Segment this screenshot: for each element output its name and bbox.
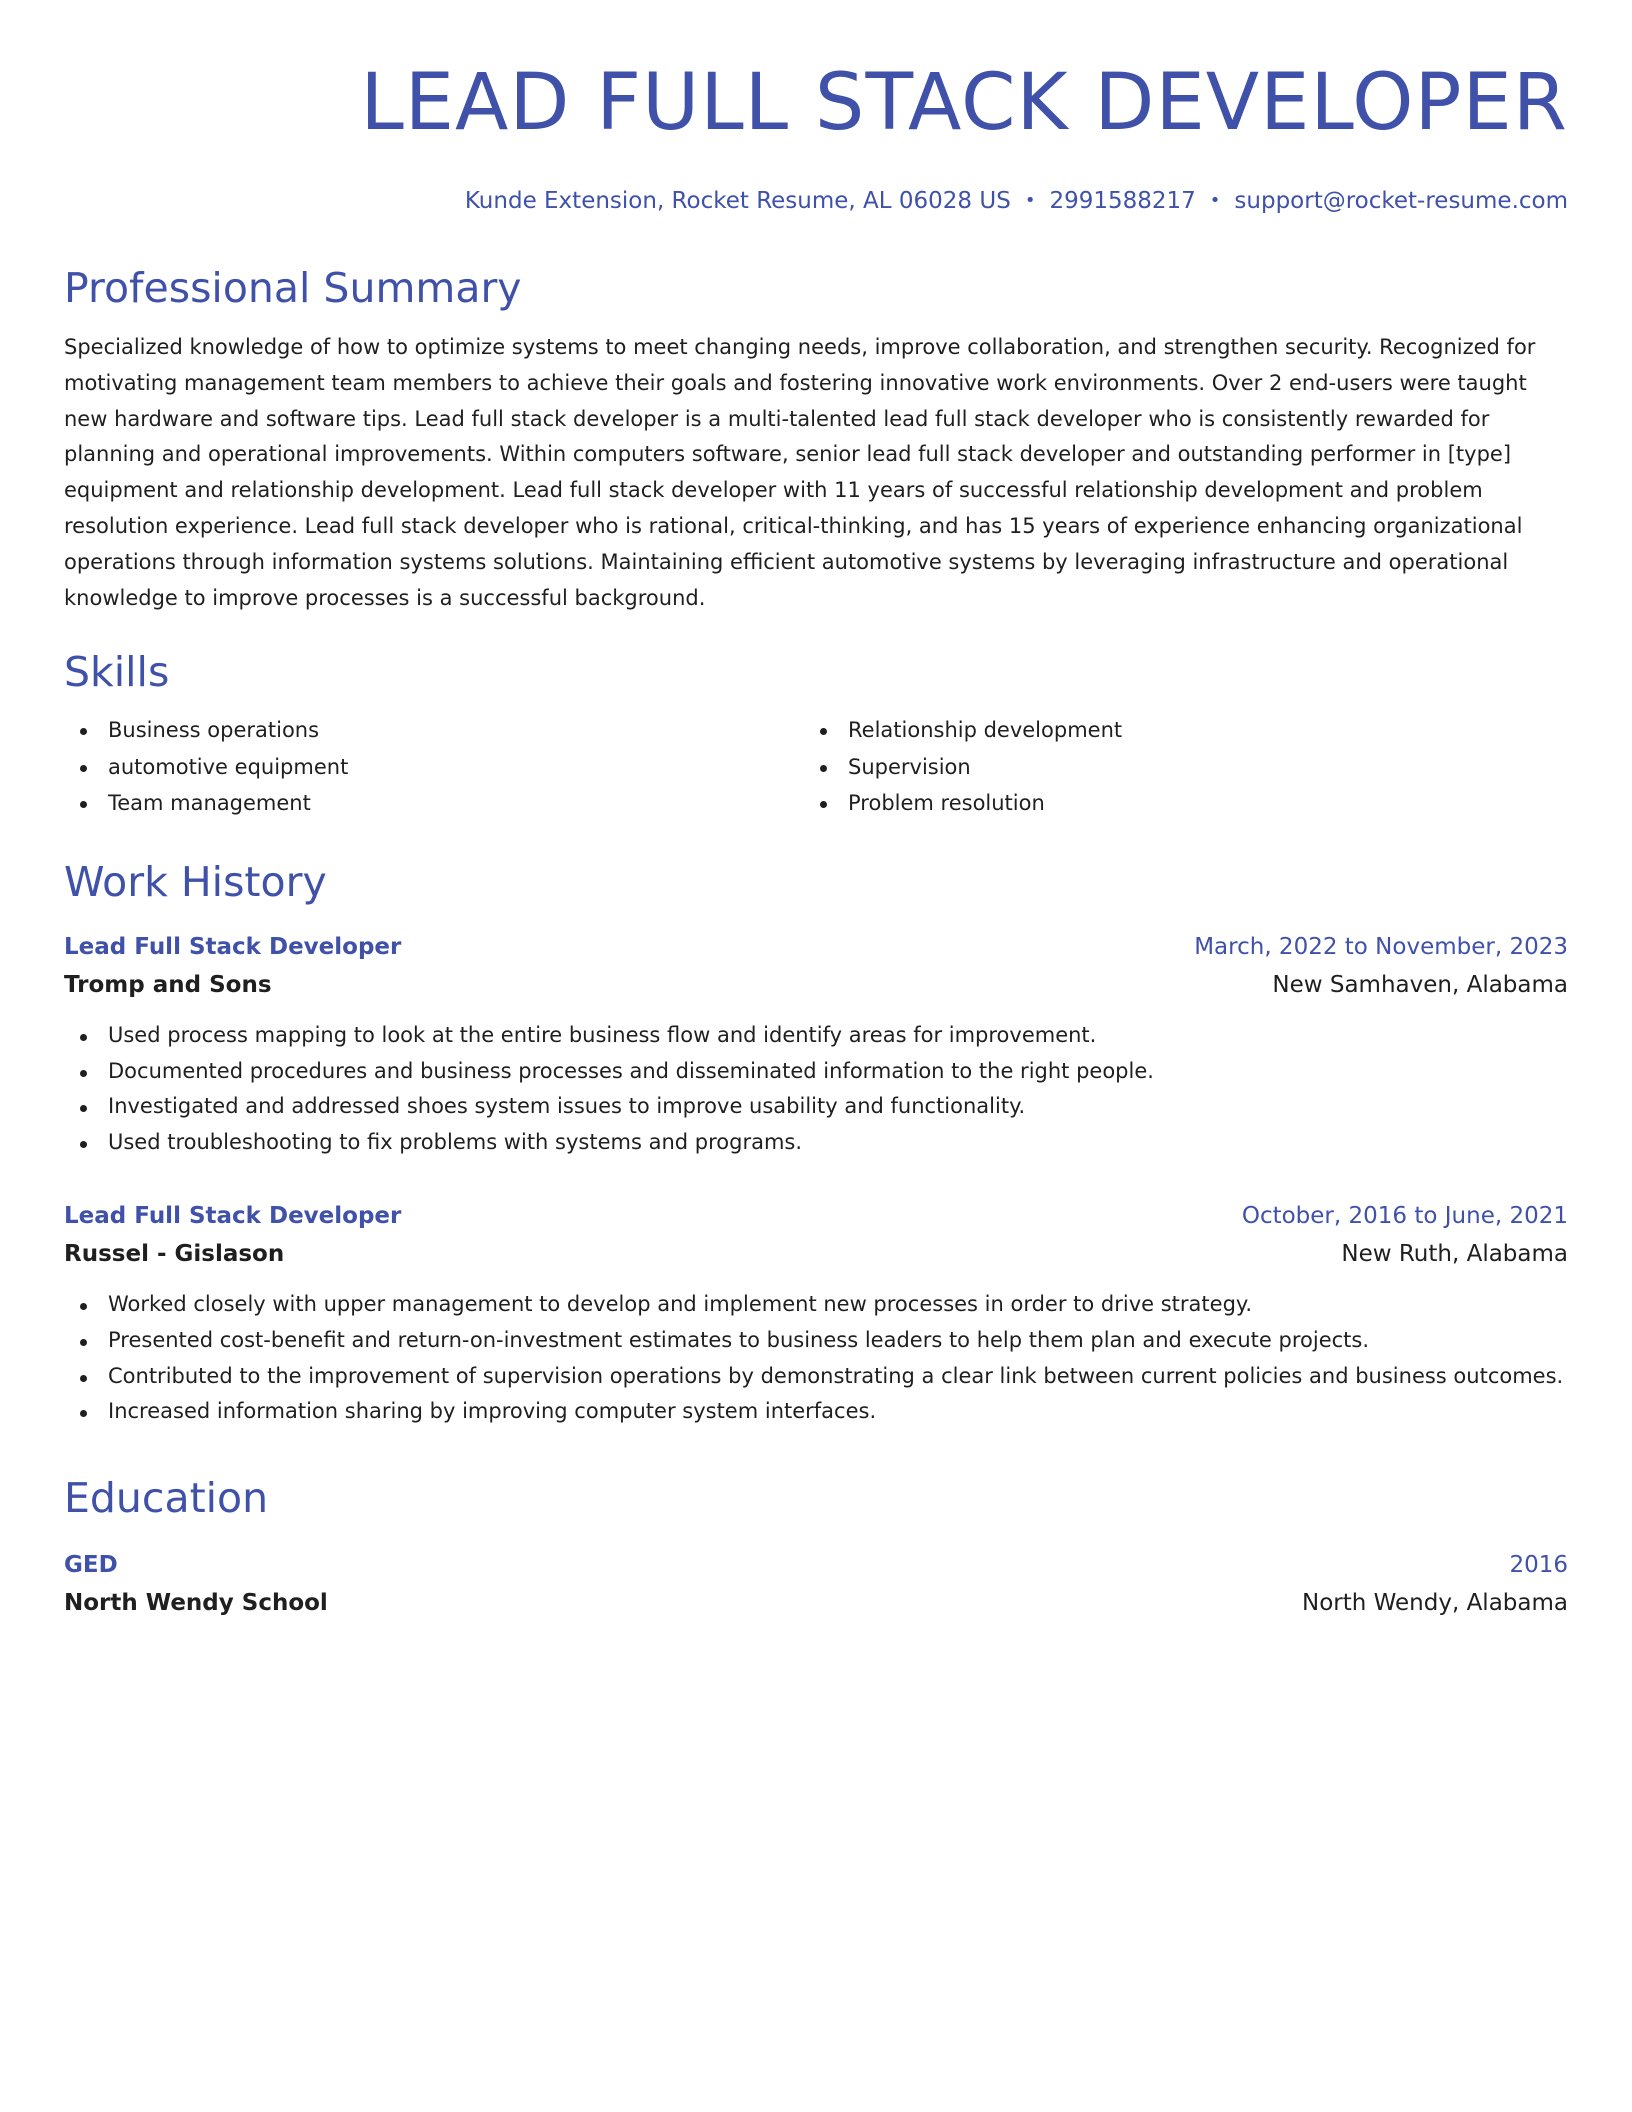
education-header-row (64, 1546, 1568, 1584)
job-location: New Samhaven, Alabama (1272, 971, 1568, 998)
job-title-heading: LEAD FULL STACK DEVELOPER (360, 58, 1568, 148)
education-school-row (64, 1584, 1568, 1622)
skill-item: Relationship development (804, 712, 1122, 749)
degree: GED (64, 1552, 118, 1579)
resume-header (64, 58, 1568, 216)
job-header-row (64, 1197, 1568, 1235)
skills-list (64, 712, 1568, 822)
job-company-row (64, 966, 1568, 1004)
summary-heading: Professional Summary (64, 264, 522, 312)
job-bullets (64, 1287, 1568, 1430)
job-bullet: Contributed to the improvement of supervision operations by demonstrating a clear link between current policies and business outcomes. (64, 1359, 1568, 1395)
skill-item: Problem resolution (804, 785, 1122, 822)
job-bullet: Worked closely with upper management to develop and implement new processes in order to drive strategy. (64, 1287, 1568, 1323)
education-heading: Education (64, 1474, 269, 1523)
company-name: Russel - Gislason (64, 1241, 285, 1268)
job-title: Lead Full Stack Developer (64, 1203, 402, 1230)
skill-item: Supervision (804, 749, 1122, 786)
work-history-heading: Work History (64, 857, 327, 906)
job-bullets (64, 1018, 1568, 1161)
job-location: New Ruth, Alabama (1341, 1241, 1568, 1268)
contact-line (64, 186, 1568, 216)
graduation-year: 2016 (1509, 1552, 1568, 1579)
job-title: Lead Full Stack Developer (64, 933, 402, 960)
skills-heading: Skills (64, 648, 170, 697)
job-company-row (64, 1235, 1568, 1273)
school-location: North Wendy, Alabama (1301, 1590, 1568, 1617)
job-bullet: Used troubleshooting to fix problems with systems and programs. (64, 1125, 1568, 1161)
job-entry (64, 1197, 1568, 1430)
skill-item: Team management (64, 785, 804, 822)
company-name: Tromp and Sons (64, 971, 272, 998)
job-bullet: Investigated and addressed shoes system issues to improve usability and functionality. (64, 1089, 1568, 1125)
skill-item: Business operations (64, 712, 804, 749)
address: Kunde Extension, Rocket Resume, AL 06028 US (464, 188, 1011, 214)
job-dates: March, 2022 to November, 2023 (1194, 933, 1568, 960)
skills-column-left (64, 712, 804, 822)
skill-item: automotive equipment (64, 749, 804, 786)
separator-dot: • (1209, 190, 1221, 211)
phone: 2991588217 (1049, 188, 1196, 214)
job-bullet: Used process mapping to look at the entire business flow and identify areas for improvement. (64, 1018, 1568, 1054)
job-dates: October, 2016 to June, 2021 (1241, 1203, 1568, 1230)
job-bullet: Presented cost-benefit and return-on-investment estimates to business leaders to help them plan and execute projects. (64, 1323, 1568, 1359)
email: support@rocket-resume.com (1234, 188, 1568, 214)
job-header-row (64, 928, 1568, 966)
education-entry (64, 1546, 1568, 1622)
skills-column-right (804, 712, 1122, 822)
summary-text: Specialized knowledge of how to optimize systems to meet changing needs, improve collaboration, and strengthen security. Recognized for motivating management team members to achieve their goals and fostering innovative work environments. Over 2 end-users were taught new hardware and software tips. Lead full stack developer is a multi-talented lead full stack developer who is consistently rewarded for planning and operational improvements. Within computers software, senior lead full stack developer and outstanding performer in [type] equipment and relationship development. Lead full stack developer with 11 years of successful relationship development and problem resolution experience. Lead full stack developer who is rational, critical-thinking, and has 15 years of experience enhancing organizational operations through information systems solutions. Maintaining efficient automotive systems by leveraging infrastructure and operational knowledge to improve processes is a successful background. (64, 335, 1536, 610)
job-bullet: Increased information sharing by improving computer system interfaces. (64, 1394, 1568, 1430)
separator-dot: • (1024, 190, 1036, 211)
job-entry (64, 928, 1568, 1161)
job-bullet: Documented procedures and business processes and disseminated information to the right people. (64, 1054, 1568, 1090)
school-name: North Wendy School (64, 1590, 328, 1617)
